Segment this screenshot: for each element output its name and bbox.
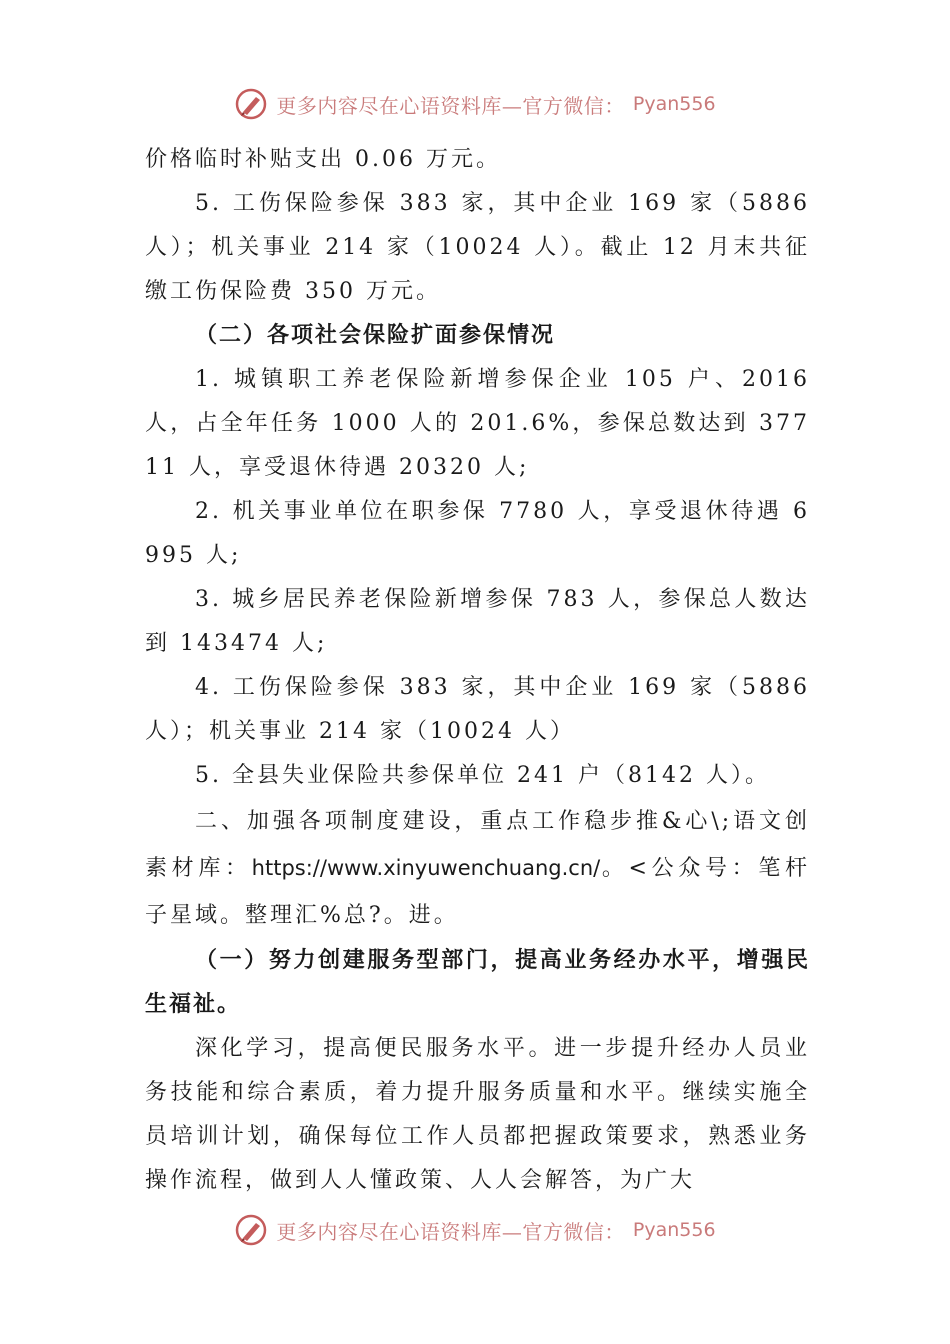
watermark-banner-top [0, 84, 950, 124]
paragraph: 3. 城乡居民养老保险新增参保 783 人，参保总人数达到 143474 人; [145, 587, 810, 656]
paragraph: 5. 工伤保险参保 383 家，其中企业 169 家（5886 人）；机关事业 214 家（10024 人）。截止 12 月末共征缴工伤保险费 350 万元。 [145, 191, 810, 304]
paragraph: 2. 机关事业单位在职参保 7780 人，享受退休待遇 6995 人; [145, 499, 810, 568]
watermark-text: 更多内容尽在心语资料库—官方微信： [276, 93, 625, 118]
section-heading: （二）各项社会保险扩面参保情况 [195, 323, 556, 348]
paragraph: 价格临时补贴支出 0.06 万元。 [145, 147, 501, 172]
paragraph: 4. 工伤保险参保 383 家，其中企业 169 家（5886 人）；机关事业 214 家（10024 人） [145, 675, 810, 744]
pen-logo-icon [234, 87, 268, 121]
paragraph: 1. 城镇职工养老保险新增参保企业 105 户、2016 人，占全年任务 1000 人的 201.6%，参保总数达到 37711 人，享受退休待遇 20320 人; [145, 367, 810, 480]
watermark-text: 更多内容尽在心语资料库—官方微信： [276, 1219, 625, 1244]
paragraph: 5. 全县失业保险共参保单位 241 户（8142 人）。 [195, 763, 770, 788]
pen-logo-icon [234, 1213, 268, 1247]
website-link[interactable]: https://www.xinyuwenchuang.cn/ [251, 856, 601, 880]
watermark-handle: Pyan556 [632, 93, 716, 115]
watermark-handle: Pyan556 [632, 1219, 716, 1241]
watermark-banner-bottom [0, 1210, 950, 1250]
paragraph-with-link [145, 798, 810, 939]
paragraph: 深化学习，提高便民服务水平。进一步提升经办人员业务技能和综合素质，着力提升服务质量和水平。继续实施全员培训计划，确保每位工作人员都把握政策要求，熟悉业务操作流程，做到人人懂政策、人人会解答，为广大 [145, 1036, 810, 1193]
section-heading: （一）努力创建服务型部门，提高业务经办水平，增强民生福祉。 [145, 948, 810, 1017]
paragraph-text: 二、加强各项制度建设，重点工作稳步推&心\;语文创素材库： [145, 809, 810, 881]
document-body [145, 138, 810, 1203]
paragraph-text: 。<公众号：笔杆子星域。整理汇%总?。进。 [145, 856, 810, 928]
